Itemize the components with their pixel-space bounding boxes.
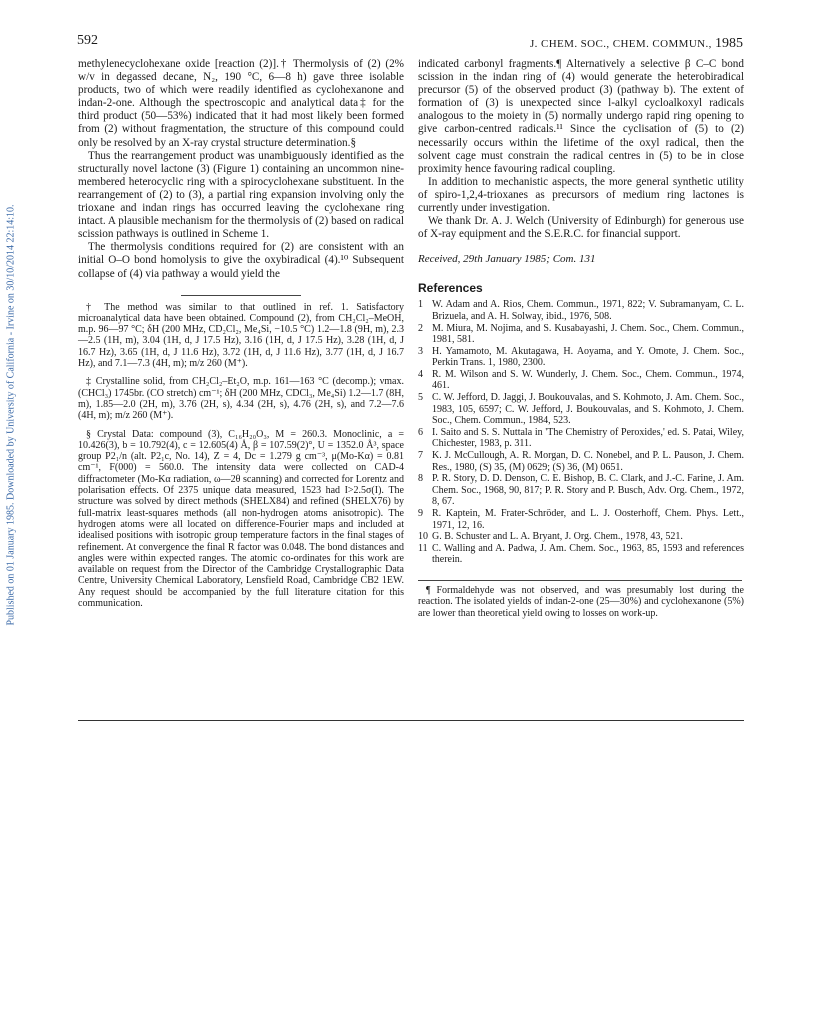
footnote-section: § Crystal Data: compound (3), C₁₆H₂₀O₃, M = 260.3. Monoclinic, a = 10.426(3), b = 10.792(4), c = 12.605(4) Å, β = 107.59(2)°, U = 1352.0 Å³, space group P2₁/n (alt. P2₁c, No. 14), Z = 4, Dc = 1.279 g cm⁻³, μ(Mo-Kα) = 0.81 cm⁻¹, F(000) = 560.0. The intensity data were collected on CAD-4 diffractometer (Mo-Kα radiation, ω—2θ scanning) and corrected for Lorentz and polarisation effects. Of 2375 unique data measured, 1523 had I>2.5σ(I). The structure was solved by direct methods (SHELX84) and refined (SHELX76) by full-matrix least-squares methods (all non-hydrogen atoms anisotropic). The hydrogen atoms were all located on difference-Fourier maps and included at idealised positions with isotropic group temperature factors in the final stages of refinement. At convergence the final R factor was 0.048. The bond distances and angles were within expected ranges. The atomic co-ordinates for this work are available on request from the Director of the Cambridge Crystallographic Data Centre, University Chemical Laboratory, Lensfield Road, Cambridge CB2 1EW. Any request should be accompanied by the full literature citation for this communication. <box>78 428 404 610</box>
reference-list <box>418 299 744 566</box>
paragraph: indicated carbonyl fragments.¶ Alternatively a selective β C–C bond scission in the indan ring of (4) would generate the heterobiradical precursor (5) of the observed product (3) (pathway b). The extent of formation of (3) is unexpected since l-alkyl cycloalkoxyl radicals analogous to the moiety in (5) normally undergo rapid ring opening to give carbon-centred radicals.¹¹ Since the cyclisation of (5) to (2) necessarily occurs within the lifetime of the oxyl radical, then the solvent cage must constrain the radical centres in (5) to be in close proximity hence favouring radical coupling. <box>418 58 744 175</box>
journal-name: J. CHEM. SOC., CHEM. COMMUN., <box>530 38 715 50</box>
footnote-divider <box>418 580 742 581</box>
reference-text: G. B. Schuster and L. A. Bryant, J. Org. Chem., 1978, 43, 521. <box>432 531 683 543</box>
reference-text: P. R. Story, D. D. Denson, C. E. Bishop, B. C. Clark, and J.-C. Farine, J. Am. Chem. Soc., 1968, 90, 817; P. R. Story and P. Busch, Adv. Org. Chem., 1972, 8, 67. <box>432 473 744 508</box>
reference-item <box>418 450 744 473</box>
left-column <box>78 58 404 616</box>
reference-text: W. Adam and A. Rios, Chem. Commun., 1971, 822; V. Subramanyam, C. L. Brizuela, and A. H. Solway, ibid., 1976, 508. <box>432 299 744 322</box>
paragraph: In addition to mechanistic aspects, the more general synthetic utility of spiro-1,2,4-trioxanes as precursors of medium ring lactones is currently under investigation. <box>418 175 744 215</box>
reference-item <box>418 427 744 450</box>
download-stamp-text: Published on 01 January 1985. Downloaded by University of California - Irvine on 30/10/2014 22:14:10. <box>5 204 17 626</box>
reference-number: 10 <box>418 531 428 543</box>
download-stamp <box>4 185 18 645</box>
reference-number: 1 <box>418 299 423 311</box>
reference-text: R. M. Wilson and S. W. Wunderly, J. Chem. Soc., Chem. Commun., 1974, 461. <box>432 368 744 392</box>
paragraph: methylenecyclohexane oxide [reaction (2)].† Thermolysis of (2) (2% w/v in degassed decane, N₂, 190 °C, 6—8 h) gave three isolable products, two of which were readily identified as cyclohexanone and indan-2-one. Although the spectroscopic and analytical data‡ for the third product (50—53%) indicated that it had most likely been formed from (2) without fragmentation, the structure of this compound could only be resolved by an X-ray crystal structure determination.§ <box>78 58 404 149</box>
page-number: 592 <box>77 33 98 48</box>
reference-text: H. Yamamoto, M. Akutagawa, H. Aoyama, and Y. Omote, J. Chem. Soc., Perkin Trans. 1, 1980, 2300. <box>432 345 744 369</box>
reference-item <box>418 543 744 566</box>
reference-text: M. Miura, M. Nojima, and S. Kusabayashi, J. Chem. Soc., Chem. Commun., 1981, 581. <box>432 322 744 346</box>
reference-number: 7 <box>418 450 423 462</box>
reference-text: R. Kaptein, M. Frater-Schröder, and L. J. Oosterhoff, Chem. Phys. Lett., 1971, 12, 16. <box>432 508 744 531</box>
journal-header <box>530 36 743 52</box>
footnote-paragraph-mark: ¶ Formaldehyde was not observed, and was presumably lost during the reaction. The isolated yields of indan-2-one (25—30%) and cyclohexanone (5%) are lower than theoretical yield owing to losses on work-up. <box>418 584 744 619</box>
reference-item <box>418 346 744 369</box>
paragraph: The thermolysis conditions required for (2) are consistent with an initial O–O bond homolysis to give the oxybiradical (4).¹⁰ Subsequent collapse of (4) via pathway a would yield the <box>78 241 404 280</box>
page-bottom-rule <box>78 720 744 721</box>
reference-number: 8 <box>418 473 423 485</box>
reference-item <box>418 508 744 531</box>
references-heading: References <box>418 281 483 296</box>
reference-item <box>418 531 744 543</box>
reference-text: C. W. Jefford, D. Jaggi, J. Boukouvalas, and S. Kohmoto, J. Am. Chem. Soc., 1983, 105, 6597; C. W. Jefford, J. Boukouvalas, and S. Kohmoto, J. Chem. Soc., Chem. Commun., 1984, 523. <box>432 392 744 427</box>
reference-number: 5 <box>418 392 423 404</box>
reference-number: 3 <box>418 345 423 357</box>
left-body-text <box>78 58 404 281</box>
reference-text: C. Walling and A. Padwa, J. Am. Chem. Soc., 1963, 85, 1593 and references therein. <box>432 542 744 566</box>
reference-item <box>418 369 744 392</box>
paragraph: We thank Dr. A. J. Welch (University of Edinburgh) for generous use of X-ray equipment and the S.E.R.C. for financial support. <box>418 215 744 241</box>
reference-number: 9 <box>418 508 423 519</box>
reference-item <box>418 299 744 322</box>
right-column <box>418 58 744 626</box>
received-date: Received, 29th January 1985; Com. 131 <box>418 253 596 266</box>
footnote-dagger: † The method was similar to that outlined in ref. 1. Satisfactory microanalytical data have been obtained. Compound (2), from CH₂Cl₂–MeOH, m.p. 96—97 °C; δH (200 MHz, CD₂Cl₂, Me₄Si, −10.5 °C) 1.2—1.8 (9H, m), 2.3—2.5 (1H, m), 3.04 (1H, d, J 17.5 Hz), 3.16 (1H, d, J 17.5 Hz), 3.28 (1H, d, J 16.7 Hz), 3.65 (1H, d, J 11.6 Hz), 3.72 (1H, d, J 11.6 Hz), 3.77 (1H, d, J 16.7 Hz), and 7.1—7.3 (4H, m); m/z 260 (M⁺). <box>78 301 404 370</box>
reference-text: K. J. McCullough, A. R. Morgan, D. C. Nonebel, and P. L. Pauson, J. Chem. Res., 1980, (S) 35, (M) 0629; (S) 36, (M) 0651. <box>432 450 744 473</box>
left-footnotes <box>78 302 404 610</box>
right-footnote <box>418 585 744 619</box>
reference-item <box>418 323 744 346</box>
journal-year: 1985 <box>714 36 743 51</box>
reference-number: 2 <box>418 322 423 334</box>
reference-item <box>418 473 744 508</box>
reference-text: I. Saito and S. S. Nuttala in 'The Chemistry of Peroxides,' ed. S. Patai, Wiley, Chichester, 1983, p. 311. <box>432 426 744 450</box>
reference-number: 11 <box>418 542 428 554</box>
reference-number: 4 <box>418 368 423 380</box>
reference-number: 6 <box>418 426 423 438</box>
right-body-text <box>418 58 744 241</box>
paragraph: Thus the rearrangement product was unambiguously identified as the structurally novel lactone (3) (Figure 1) containing an uncommon nine-membered heterocyclic ring with a spirocyclohexane substituent. In the rearrangement of (2) to (3), a partial ring expansion involving only the trioxane and indan rings has occurred leaving the cyclohexane ring intact. A plausible mechanism for the thermolysis of (2) based on radical scission pathways is outlined in Scheme 1. <box>78 149 404 241</box>
reference-item <box>418 392 744 427</box>
footnote-double-dagger: ‡ Crystalline solid, from CH₂Cl₂–Et₂O, m.p. 161—163 °C (decomp.); νmax. (CHCl₃) 1745br. (CO stretch) cm⁻¹; δH (200 MHz, CDCl₃, Me₄Si) 1.2—1.7 (8H, m), 1.85—2.0 (2H, m), 3.76 (2H, s), 4.34 (2H, s), 4.76 (2H, s), and 7.2—7.6 (4H, m); m/z 260 (M⁺). <box>78 376 404 422</box>
